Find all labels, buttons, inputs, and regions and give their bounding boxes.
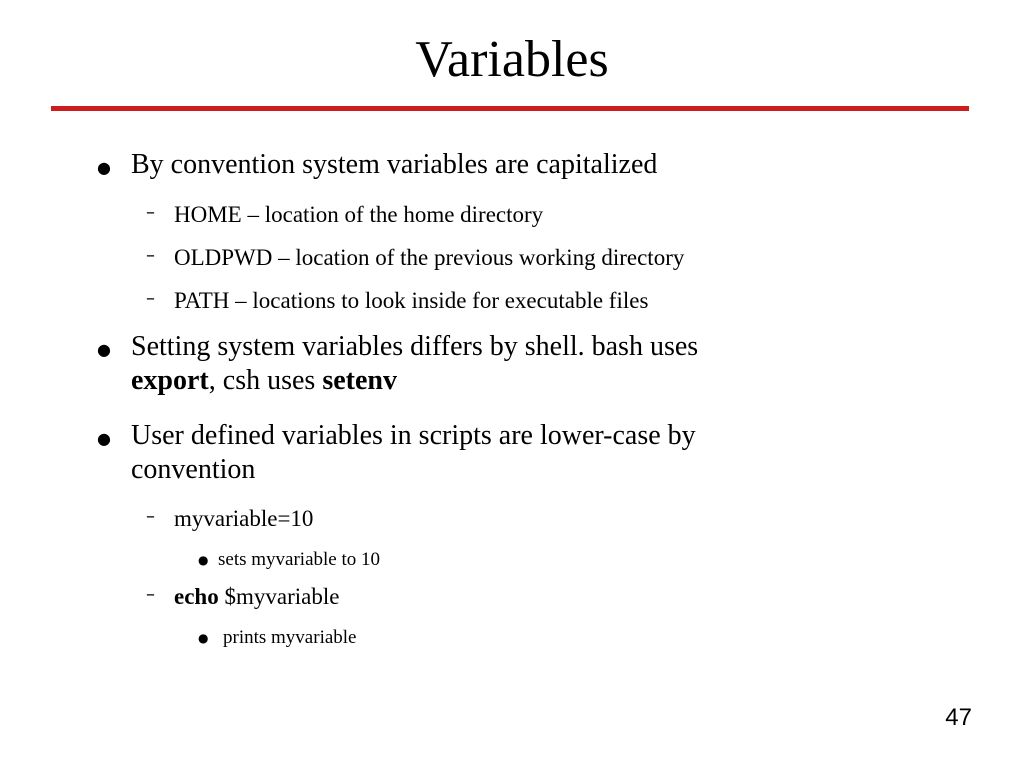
- subsubbullet-prints-myvariable: prints myvariable: [223, 627, 357, 648]
- bullet-dot-icon: ●: [97, 158, 111, 177]
- bullet-user-line-2: convention: [131, 454, 256, 485]
- dash-icon: –: [146, 584, 155, 605]
- subbullet-myvariable-assign: myvariable=10: [174, 506, 314, 531]
- subbullet-home: HOME – location of the home directory: [174, 202, 544, 227]
- dash-icon: –: [146, 202, 155, 223]
- bullet-dot-icon: ●: [97, 429, 111, 448]
- subbullet-oldpwd: OLDPWD – location of the previous working directory: [174, 245, 685, 270]
- small-bullet-dot-icon: ●: [198, 553, 209, 567]
- export-keyword: export: [131, 365, 209, 396]
- bullet-setting-mid: , csh uses: [208, 365, 323, 396]
- setenv-keyword: setenv: [322, 365, 397, 396]
- dash-icon: –: [146, 506, 155, 527]
- title-underline-bar: [51, 106, 969, 111]
- bullet-setting-variables: [131, 330, 871, 398]
- echo-argument: $myvariable: [218, 584, 340, 609]
- subsubbullet-sets-myvariable: sets myvariable to 10: [218, 549, 380, 570]
- page-number: 47: [945, 704, 972, 731]
- subbullet-path: PATH – locations to look inside for executable files: [174, 288, 649, 313]
- bullet-user-defined-variables: [131, 419, 871, 487]
- dash-icon: –: [146, 288, 155, 309]
- title-underline: [51, 106, 969, 111]
- bullet-user-line-1: User defined variables in scripts are lower-case by: [131, 420, 696, 451]
- small-bullet-dot-icon: ●: [198, 631, 209, 645]
- bullet-setting-line-1: Setting system variables differs by shell. bash uses: [131, 331, 699, 362]
- echo-keyword: echo: [174, 584, 219, 609]
- bullet-capitalized-convention: By convention system variables are capitalized: [131, 149, 658, 180]
- subbullet-echo: [174, 583, 914, 611]
- bullet-dot-icon: ●: [97, 340, 111, 359]
- dash-icon: –: [146, 245, 155, 266]
- slide-title: Variables: [415, 31, 609, 88]
